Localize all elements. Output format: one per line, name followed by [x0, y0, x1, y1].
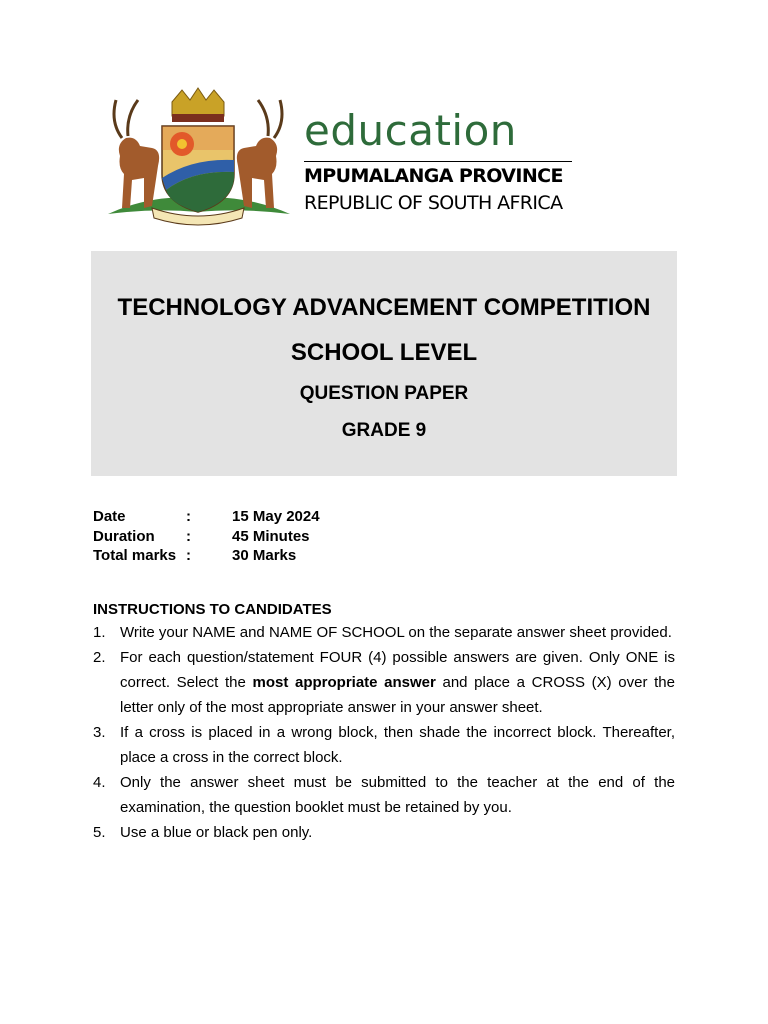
- instruction-number: 1.: [93, 624, 106, 641]
- instruction-item: [93, 620, 675, 645]
- paper-type: QUESTION PAPER: [299, 383, 469, 404]
- paper-title: TECHNOLOGY ADVANCEMENT COMPETITION: [117, 294, 651, 321]
- instruction-text: Write your NAME and NAME OF SCHOOL on the separate answer sheet provided.: [120, 624, 672, 641]
- detail-value: 30 Marks: [232, 547, 297, 564]
- instruction-number: 5.: [93, 824, 106, 841]
- title-box: [91, 251, 677, 476]
- brand-divider: [304, 161, 572, 162]
- instruction-emphasis: most appropriate answer: [252, 674, 436, 691]
- detail-value: 45 Minutes: [232, 527, 310, 545]
- instruction-text: and place a CROSS (X) over the letter only of the most appropriate answer in your answer sheet.: [120, 674, 675, 716]
- instruction-text: If a cross is placed in a wrong block, then shade the incorrect block. Thereafter, place a cross in the correct block.: [120, 724, 675, 766]
- brand-country: REPUBLIC OF SOUTH AFRICA: [304, 192, 563, 214]
- instruction-text: Use a blue or black pen only.: [120, 824, 313, 841]
- instruction-item: [93, 720, 675, 770]
- paper-grade: GRADE 9: [341, 420, 427, 441]
- instruction-text: For each question/statement FOUR (4) possible answers are given. Only ONE is correct. Select the: [120, 649, 675, 691]
- instruction-number: 4.: [93, 774, 106, 791]
- header-logo: [92, 86, 592, 236]
- detail-label: Total marks: [93, 547, 177, 564]
- instruction-number: 2.: [93, 649, 106, 666]
- instruction-number: 3.: [93, 724, 106, 741]
- detail-value: 15 May 2024: [232, 508, 320, 525]
- instructions-list: [93, 620, 675, 845]
- paper-level: SCHOOL LEVEL: [290, 339, 478, 366]
- brand-province: MPUMALANGA PROVINCE: [304, 165, 563, 187]
- brand-word: education: [304, 106, 517, 155]
- instructions-heading: INSTRUCTIONS TO CANDIDATES: [93, 601, 332, 618]
- coat-of-arms-icon: [92, 86, 304, 236]
- instruction-text: Only the answer sheet must be submitted to the teacher at the end of the examination, the question booklet must be retained by you.: [120, 774, 675, 816]
- instruction-item: [93, 820, 675, 845]
- instruction-item: [93, 645, 675, 720]
- detail-label: Duration: [93, 527, 155, 545]
- detail-label: Date: [93, 508, 126, 525]
- instruction-item: [93, 770, 675, 820]
